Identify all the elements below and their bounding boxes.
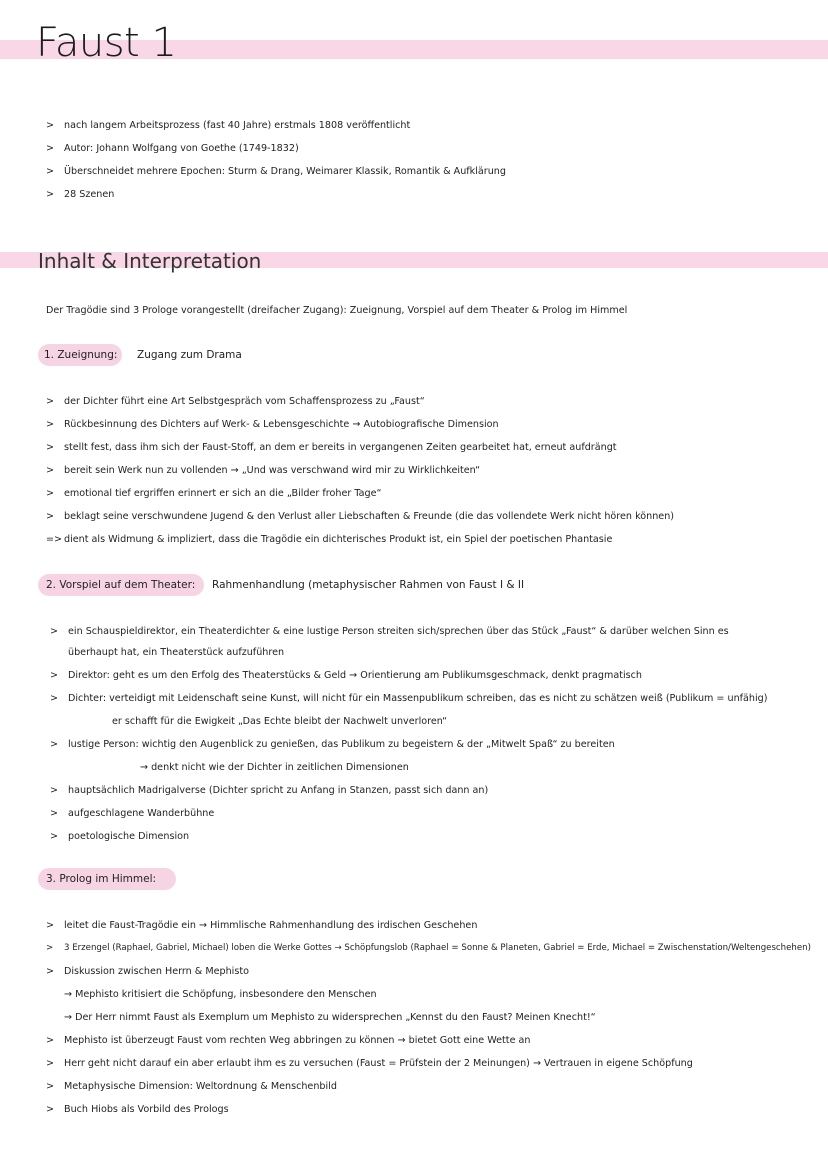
prologue-intro: Der Tragödie sind 3 Prologe vorangestellt (dreifacher Zugang): Zueignung, Vorspiel auf dem Theater & Prolog im Himmel xyxy=(46,305,628,316)
list-item: > bereit sein Werk nun zu vollenden → „Und was verschwand wird mir zu Wirklichkeiten“ xyxy=(46,465,481,476)
list-item: > stellt fest, dass ihm sich der Faust-Stoff, an dem er bereits in vergangenen Zeiten gearbeitet hat, erneut aufdrängt xyxy=(46,442,617,453)
section-2-label: 2. Vorspiel auf dem Theater: xyxy=(46,579,196,591)
list-item: > Mephisto ist überzeugt Faust vom rechten Weg abbringen zu können → bietet Gott eine Wette an xyxy=(46,1035,531,1046)
list-item: > hauptsächlich Madrigalverse (Dichter spricht zu Anfang in Stanzen, passt sich dann an) xyxy=(50,785,489,796)
list-item: > poetologische Dimension xyxy=(50,831,190,842)
section-1-label: 1. Zueignung: xyxy=(44,349,118,361)
list-item: > lustige Person: wichtig den Augenblick zu genießen, das Publikum zu begeistern & der „Mitwelt Spaß“ zu bereiten xyxy=(50,739,615,750)
list-item: > Rückbesinnung des Dichters auf Werk- & Lebensgeschichte → Autobiografische Dimension xyxy=(46,419,499,430)
intro-item: > Autor: Johann Wolfgang von Goethe (1749-1832) xyxy=(46,143,299,154)
list-item-continuation: überhaupt hat, ein Theaterstück aufzuführen xyxy=(68,647,285,658)
section-heading: Inhalt & Interpretation xyxy=(38,249,262,273)
page-title: Faust 1 xyxy=(36,20,177,66)
list-item: > Herr geht nicht darauf ein aber erlaubt ihm es zu versuchen (Faust = Prüfstein der 2 Meinungen) → Vertrauen in eigene Schöpfung xyxy=(46,1058,693,1069)
section-2-subtitle: Rahmenhandlung (metaphysischer Rahmen von Faust I & II xyxy=(212,579,525,591)
list-item: > emotional tief ergriffen erinnert er sich an die „Bilder froher Tage“ xyxy=(46,488,382,499)
list-item: > beklagt seine verschwundene Jugend & den Verlust aller Liebschaften & Freunde (die das vollendete Werk nicht hören können) xyxy=(46,511,675,522)
list-item-sub: → Mephisto kritisiert die Schöpfung, insbesondere den Menschen xyxy=(64,989,377,1000)
list-item: > der Dichter führt eine Art Selbstgespräch vom Schaffensprozess zu „Faust“ xyxy=(46,396,425,407)
list-item: > Dichter: verteidigt mit Leidenschaft seine Kunst, will nicht für ein Massenpublikum schreiben, das es nicht zu schätzen weiß (Publikum = unfähig) xyxy=(50,693,768,704)
list-item-sub: → Der Herr nimmt Faust als Exemplum um Mephisto zu widersprechen „Kennst du den Faust? Meinen Knecht!“ xyxy=(64,1012,596,1023)
list-item: > aufgeschlagene Wanderbühne xyxy=(50,808,215,819)
list-item: > Metaphysische Dimension: Weltordnung & Menschenbild xyxy=(46,1081,337,1092)
list-item-continuation: er schafft für die Ewigkeit „Das Echte bleibt der Nachwelt unverloren“ xyxy=(112,716,448,727)
list-item: > 3 Erzengel (Raphael, Gabriel, Michael) loben die Werke Gottes → Schöpfungslob (Raphael = Sonne & Planeten, Gabriel = Erde, Michael = Zwischenstation/Weltengeschehen) xyxy=(46,943,811,953)
list-item: > Direktor: geht es um den Erfolg des Theaterstücks & Geld → Orientierung am Publikumsgeschmack, denkt pragmatisch xyxy=(50,670,643,681)
conclusion-item: => dient als Widmung & impliziert, dass die Tragödie ein dichterisches Produkt ist, ein Spiel der poetischen Phantasie xyxy=(46,534,613,545)
list-item: > ein Schauspieldirektor, ein Theaterdichter & eine lustige Person streiten sich/sprechen über das Stück „Faust“ & darüber welchen Sinn es xyxy=(50,626,729,637)
intro-item: > Überschneidet mehrere Epochen: Sturm & Drang, Weimarer Klassik, Romantik & Aufklärung xyxy=(46,166,506,177)
section-1-subtitle: Zugang zum Drama xyxy=(137,349,242,361)
intro-item: > nach langem Arbeitsprozess (fast 40 Jahre) erstmals 1808 veröffentlicht xyxy=(46,120,411,131)
section-3-label: 3. Prolog im Himmel: xyxy=(46,873,157,885)
list-item: > leitet die Faust-Tragödie ein → Himmlische Rahmenhandlung des irdischen Geschehen xyxy=(46,920,478,931)
list-item-continuation: → denkt nicht wie der Dichter in zeitlichen Dimensionen xyxy=(140,762,409,773)
intro-item: > 28 Szenen xyxy=(46,189,115,200)
list-item: > Diskussion zwischen Herrn & Mephisto xyxy=(46,966,249,977)
list-item: > Buch Hiobs als Vorbild des Prologs xyxy=(46,1104,229,1115)
